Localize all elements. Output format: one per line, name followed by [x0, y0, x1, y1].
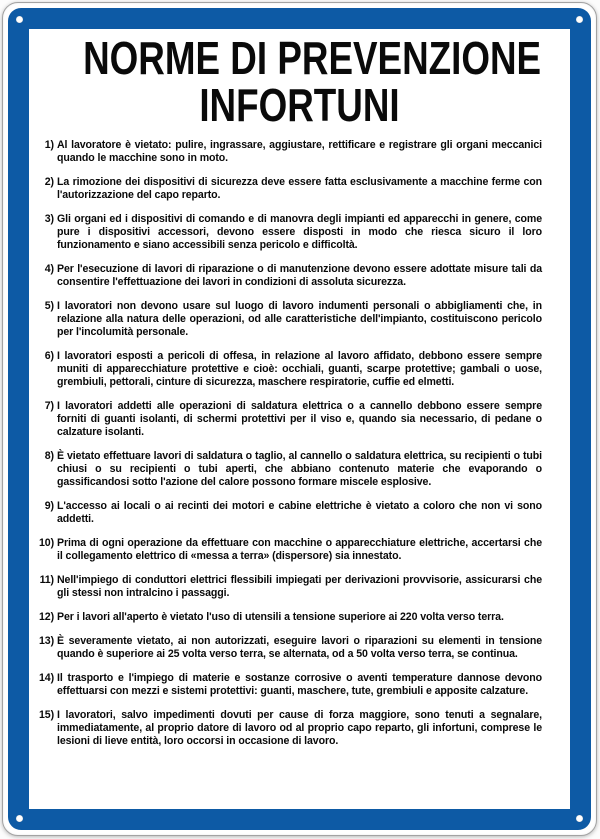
rule-number: 6) — [44, 350, 54, 362]
mounting-hole-top-left — [16, 16, 23, 23]
sign-plate — [2, 2, 597, 836]
rule-item-2 — [29, 176, 542, 202]
rule-text: I lavoratori non devono usare sul luogo di lavoro indumenti personali o abbigliamenti che, in relazione alla natura delle operazioni, od alle caratteristiche dell'impianto, costituiscono pericolo per l'incolumità personale. — [57, 300, 542, 338]
rule-item-3 — [29, 213, 542, 252]
rule-number: 4) — [44, 263, 54, 275]
rule-number: 5) — [44, 300, 54, 312]
rule-item-12 — [29, 611, 542, 624]
rule-number: 3) — [44, 213, 54, 225]
sign-title-line1: NORME DI PREVENZIONE — [83, 32, 542, 84]
rule-text: Al lavoratore è vietato: pulire, ingrassare, aggiustare, rettificare e registrare gli organi meccanici quando le macchine sono in moto. — [57, 139, 542, 164]
rule-number: 8) — [44, 450, 54, 462]
rule-number: 13) — [38, 635, 54, 647]
rule-number: 2) — [44, 176, 54, 188]
rule-item-1 — [29, 139, 542, 165]
rule-text: Prima di ogni operazione da effettuare con macchine o apparecchiature elettriche, accertarsi che il collegamento elettrico di «messa a terra» (dispersore) sia innestato. — [57, 537, 542, 562]
rule-item-15 — [29, 709, 542, 748]
rule-item-13 — [29, 635, 542, 661]
rule-number: 10) — [38, 537, 54, 549]
sign-border-frame — [8, 8, 591, 830]
rule-text: Per l'esecuzione di lavori di riparazione o di manutenzione devono essere adottate misure tali da consentire l'effettuazione dei lavori in condizioni di assoluta sicurezza. — [57, 263, 542, 288]
mounting-hole-bottom-left — [16, 815, 23, 822]
rule-text: Nell'impiego di conduttori elettrici flessibili impiegati per derivazioni provvisorie, assicurarsi che gli stessi non intralcino i passaggi. — [57, 574, 542, 599]
rule-text: L'accesso ai locali o ai recinti dei motori e cabine elettriche è vietato a coloro che non vi sono addetti. — [57, 500, 542, 525]
rule-text: Il trasporto e l'impiego di materie e sostanze corrosive o aventi temperature dannose devono effettuarsi con mezzi e sistemi protettivi: guanti, maschere, tute, grembiuli e apposite calzature. — [57, 672, 542, 697]
rule-item-8 — [29, 450, 542, 489]
mounting-hole-bottom-right — [576, 815, 583, 822]
rule-number: 15) — [38, 709, 54, 721]
rules-list — [29, 139, 570, 748]
rule-text: È vietato effettuare lavori di saldatura o taglio, al cannello o saldatura elettrica, su recipienti o tubi chiusi o su recipienti o tubi aperti, che abbiano contenuto materie che evaporando o gassificandosi sotto l'azione del calore possono formare miscele esplosive. — [57, 450, 542, 488]
rule-text: Gli organi ed i dispositivi di comando e di manovra degli impianti ed apparecchi in genere, come pure i dispositivi accessori, devono essere disposti in modo che riesca sicuro il loro funzionamento e siano accessibili senza pericolo e difficoltà. — [57, 213, 542, 251]
rule-item-9 — [29, 500, 542, 526]
rule-text: I lavoratori addetti alle operazioni di saldatura elettrica o a cannello debbono essere sempre forniti di guanti isolanti, di schermi protettivi per il viso e, quando sia necessario, di pedane o calzature isolanti. — [57, 400, 542, 438]
rule-number: 12) — [38, 611, 54, 623]
rule-item-14 — [29, 672, 542, 698]
rule-text: È severamente vietato, ai non autorizzati, eseguire lavori o riparazioni su elementi in tensione quando è superiore ai 25 volta verso terra, se alternata, od a 50 volta verso terra, se continua. — [57, 635, 542, 660]
rule-item-6 — [29, 350, 542, 389]
mounting-hole-top-right — [576, 16, 583, 23]
rule-item-4 — [29, 263, 542, 289]
rule-item-7 — [29, 400, 542, 439]
rule-text: La rimozione dei dispositivi di sicurezza deve essere fatta esclusivamente a macchine ferme con l'autorizzazione del capo reparto. — [57, 176, 542, 201]
rule-item-5 — [29, 300, 542, 339]
rule-number: 7) — [44, 400, 54, 412]
rule-number: 1) — [44, 139, 54, 151]
rule-number: 11) — [39, 574, 54, 586]
rule-text: Per i lavori all'aperto è vietato l'uso di utensili a tensione superiore ai 220 volta verso terra. — [57, 611, 504, 623]
sign-title-line2: INFORTUNI — [199, 79, 400, 131]
rule-text: I lavoratori esposti a pericoli di offesa, in relazione al lavoro affidato, debbono essere sempre muniti di apparecchiature protettive e cioè: occhiali, guanti, scarpe protettive; gambali o uose, grembiuli, pettorali, cinture di sicurezza, maschere respiratorie, cuffie ed elmetti. — [57, 350, 542, 388]
rule-number: 9) — [44, 500, 54, 512]
rule-number: 14) — [38, 672, 54, 684]
rule-item-10 — [29, 537, 542, 563]
sign-title — [29, 32, 570, 131]
rule-item-11 — [29, 574, 542, 600]
rule-text: I lavoratori, salvo impedimenti dovuti per cause di forza maggiore, sono tenuti a segnalare, immediatamente, al proprio datore di lavoro od al proprio capo reparto, gli infortuni, comprese le lesioni di lieve entità, loro occorsi in occasione di lavoro. — [57, 709, 542, 747]
